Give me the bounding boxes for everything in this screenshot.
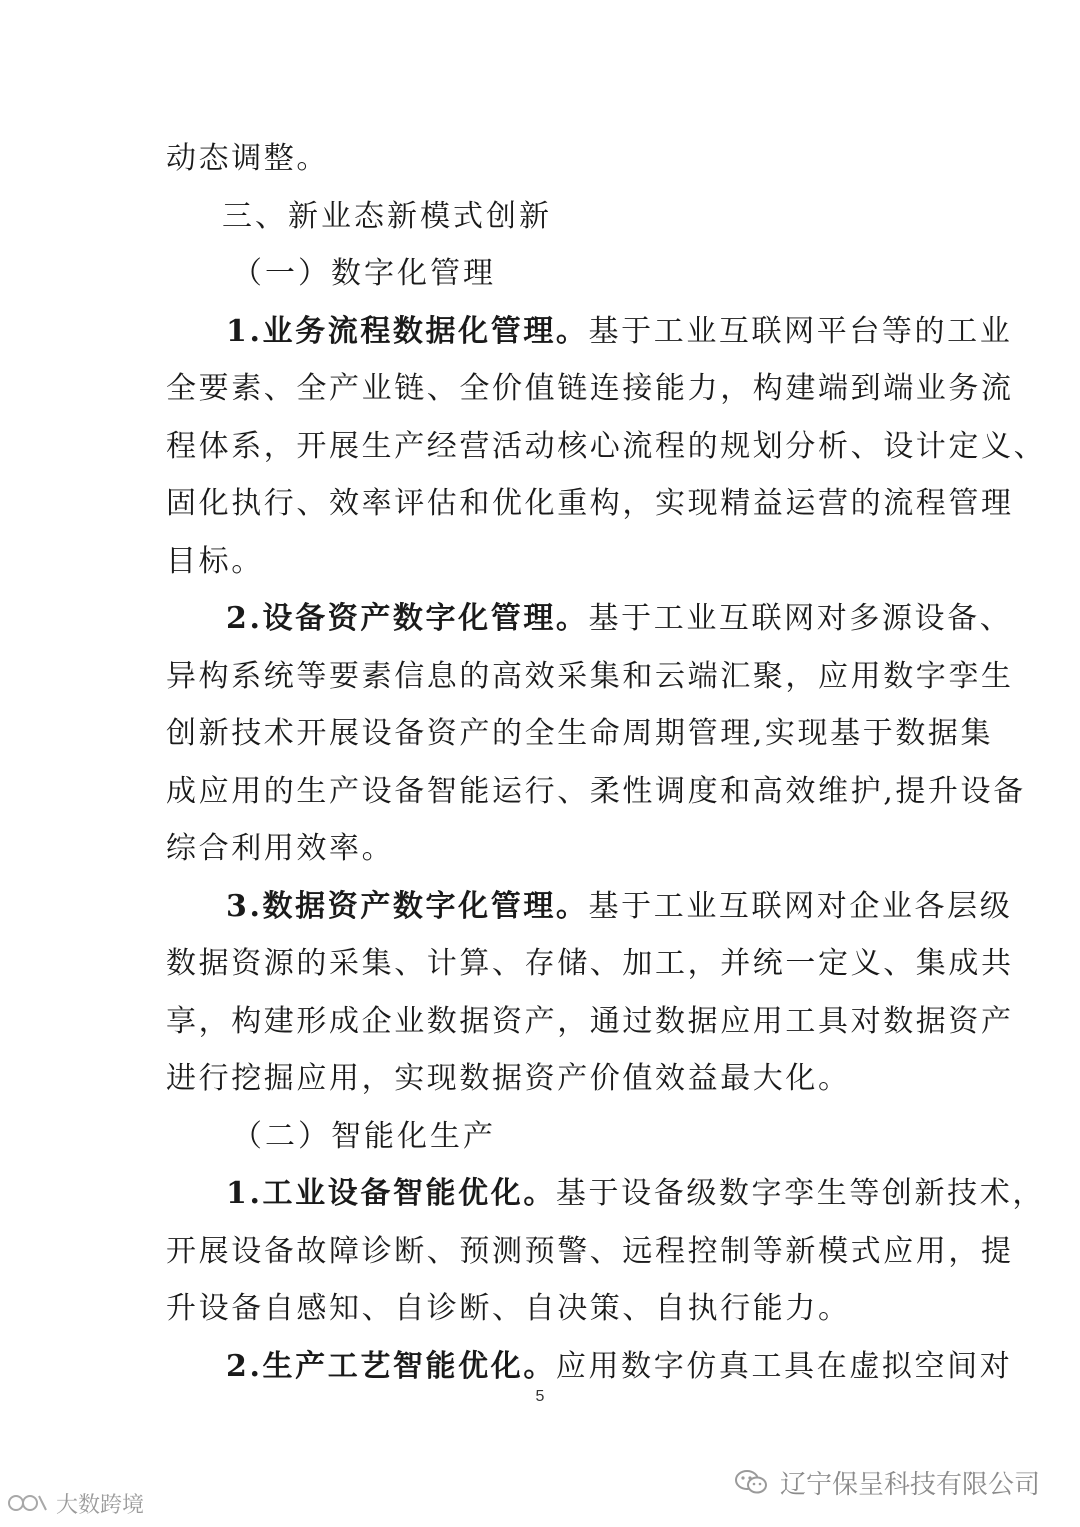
paragraph-line: [166, 533, 918, 591]
line-text: 数据资源的采集、计算、存储、加工，并统一定义、集成共: [166, 946, 1014, 981]
line-text: 成应用的生产设备智能运行、柔性调度和高效维护,提升设备: [166, 773, 1026, 809]
page-number: 5: [535, 1388, 545, 1405]
item-title: 2.生产工艺智能优化。: [226, 1348, 556, 1384]
paragraph-line: [166, 1050, 918, 1108]
wechat-watermark: [734, 1462, 1040, 1502]
paragraph-line: [166, 303, 1013, 361]
watermark-left-text: 大数跨境: [56, 1492, 145, 1518]
section-heading: 三、新业态新模式创新: [222, 198, 552, 234]
line-text: 基于设备级数字孪生等创新技术，: [555, 1176, 1045, 1211]
paragraph-line: [166, 648, 1014, 706]
paragraph-line: [166, 360, 1014, 418]
line-text: 目标。: [166, 543, 264, 579]
paragraph-line: [166, 1223, 1014, 1281]
line-text: 开展设备故障诊断、预测预警、远程控制等新模式应用，提: [166, 1233, 1014, 1269]
logo-watermark: [6, 1488, 144, 1518]
wechat-icon: [734, 1468, 768, 1496]
paragraph-line: [166, 763, 1026, 821]
line-text: 进行挖掘应用，实现数据资产价值效益最大化。: [166, 1061, 851, 1096]
line-text: 固化执行、效率评估和优化重构，实现精益运营的流程管理: [166, 486, 1014, 521]
line-text: 升设备自感知、自诊断、自决策、自执行能力。: [166, 1291, 851, 1326]
line-text: 创新技术开展设备资产的全生命周期管理,实现基于数据集: [166, 716, 994, 751]
logo-icon: [6, 1492, 50, 1514]
line-text: 异构系统等要素信息的高效采集和云端汇聚，应用数字孪生: [166, 658, 1014, 694]
subsection-heading: （二）智能化生产: [232, 1118, 496, 1154]
subsection-heading: （一）数字化管理: [232, 256, 496, 291]
line-text: 动态调整。: [166, 141, 329, 176]
line-text: 综合利用效率。: [166, 831, 395, 866]
line-text: 基于工业互联网对多源设备、: [588, 601, 1013, 636]
line-text: 基于工业互联网对企业各层级: [588, 888, 1013, 924]
paragraph-line: [166, 993, 1014, 1051]
paragraph-line: [166, 418, 1047, 476]
line-text: 全要素、全产业链、全价值链连接能力，构建端到端业务流: [166, 371, 1014, 406]
document-body: [166, 130, 1047, 1395]
line-text: 享，构建形成企业数据资产，通过数据应用工具对数据资产: [166, 1003, 1014, 1039]
paragraph-line: [166, 705, 994, 763]
item-title: 3.数据资产数字化管理。: [226, 888, 589, 924]
paragraph-line: [166, 878, 1013, 936]
paragraph-line: [166, 1280, 918, 1338]
line-text: 应用数字仿真工具在虚拟空间对: [555, 1348, 1013, 1384]
item-title: 1.工业设备智能优化。: [226, 1176, 556, 1211]
item-title: 2.设备资产数字化管理。: [226, 601, 589, 636]
watermark-right-text: 辽宁保呈科技有限公司: [779, 1469, 1040, 1500]
item-title: 1.业务流程数据化管理。: [226, 313, 589, 349]
line-text: 程体系，开展生产经营活动核心流程的规划分析、设计定义、: [166, 428, 1047, 464]
paragraph-line: [166, 590, 1013, 648]
line-text: 基于工业互联网平台等的工业: [588, 313, 1013, 349]
paragraph-line: [166, 1338, 1013, 1396]
paragraph-line: [166, 1165, 1045, 1223]
paragraph-line: [166, 820, 918, 878]
paragraph-line: [166, 130, 918, 188]
paragraph-line: [166, 935, 1014, 993]
paragraph-line: [166, 475, 1014, 533]
